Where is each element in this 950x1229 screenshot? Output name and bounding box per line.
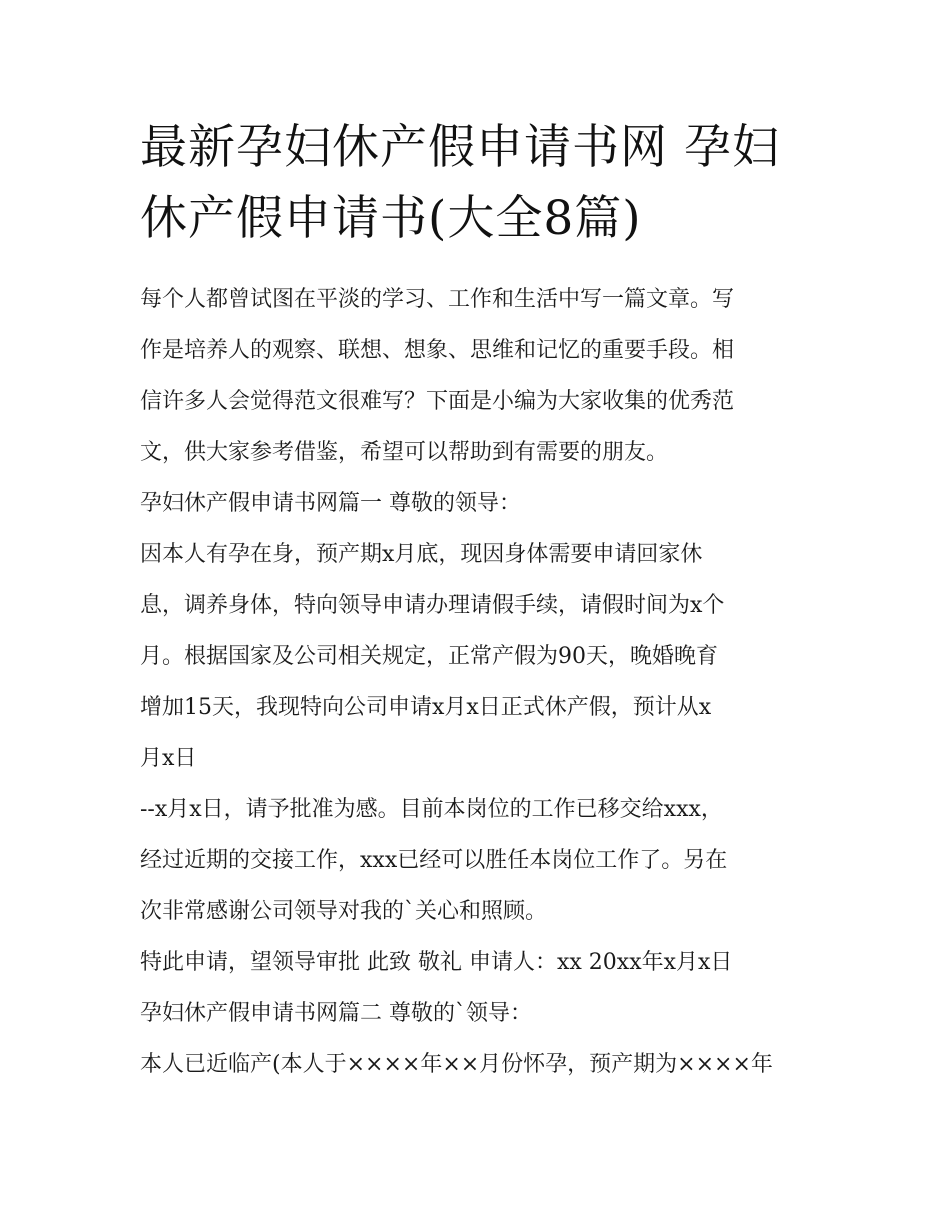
text-line: 本人已近临产(本人于××××年××月份怀孕，预产期为××××年 <box>140 1052 773 1077</box>
text-line: 孕妇休产假申请书网篇一 尊敬的领导： <box>140 491 521 516</box>
section-heading-two <box>140 988 820 1039</box>
letter-paragraph <box>140 1039 820 1090</box>
text-line: 每个人都曾试图在平淡的学习、工作和生活中写一篇文章。写 <box>140 287 735 312</box>
text-line: 次非常感谢公司领导对我的`关心和照顾。 <box>140 899 548 924</box>
text-line: 息，调养身体，特向领导申请办理请假手续，请假时间为x个 <box>140 593 725 618</box>
document-title <box>140 112 820 254</box>
title-line: 最新孕妇休产假申请书网 孕妇 <box>140 120 780 175</box>
text-line: 月。根据国家及公司相关规定，正常产假为90天，晚婚晚育 <box>140 644 718 669</box>
text-line: 作是培养人的观察、联想、想象、思维和记忆的重要手段。相 <box>140 338 735 363</box>
text-line: 月x日 <box>140 746 197 771</box>
text-line: 增加15天，我现特向公司申请x月x日正式休产假，预计从x <box>140 695 712 720</box>
text-line: --x月x日，请予批准为感。目前本岗位的工作已移交给xxx， <box>140 797 723 822</box>
letter-paragraph <box>140 529 820 784</box>
document-body <box>140 274 820 1090</box>
text-line: 因本人有孕在身，预产期x月底，现因身体需要申请回家休 <box>140 542 703 567</box>
letter-closing <box>140 937 820 988</box>
text-line: 文，供大家参考借鉴，希望可以帮助到有需要的朋友。 <box>140 440 669 465</box>
intro-paragraph <box>140 274 820 478</box>
letter-paragraph <box>140 784 820 937</box>
section-heading-one <box>140 478 820 529</box>
title-line: 休产假申请书(大全8篇) <box>140 191 642 246</box>
text-line: 经过近期的交接工作，xxx已经可以胜任本岗位工作了。另在 <box>140 848 728 873</box>
text-line: 特此申请，望领导审批 此致 敬礼 申请人：xx 20xx年x月x日 <box>140 950 733 975</box>
text-line: 孕妇休产假申请书网篇二 尊敬的`领导： <box>140 1001 532 1026</box>
text-line: 信许多人会觉得范文很难写？下面是小编为大家收集的优秀范 <box>140 389 735 414</box>
